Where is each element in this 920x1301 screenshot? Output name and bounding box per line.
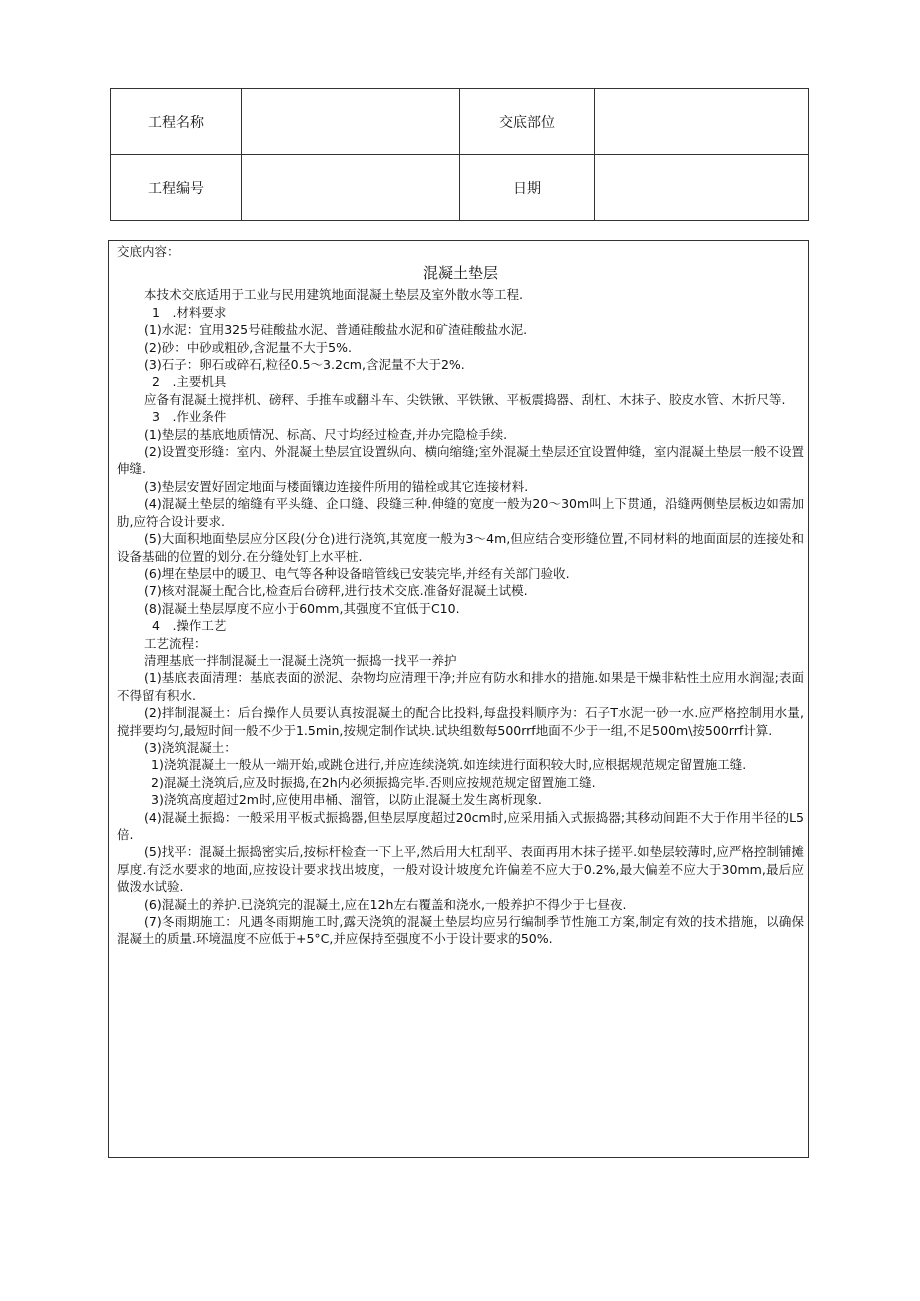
handover-part-value[interactable] [595, 89, 809, 155]
content-body [117, 286, 804, 947]
paragraph: (5)找平：混凝土振捣密实后,按标杆检查一下上平,然后用大杠刮平、表面再用木抹子搓平.如垫层较薄时,应严格控制铺摊厚度.有泛水要求的地面,应按设计要求找出坡度，一般对设计坡度允许偏差不应大于0.2%,最大偏差不应大于30mm,最后应做泼水试验. [117, 844, 804, 895]
section-heading: 2 .主要机具 [152, 374, 227, 390]
paragraph: (8)混凝土垫层厚度不应小于60mm,其强度不宜低于C10. [144, 600, 460, 616]
handover-part-label: 交底部位 [460, 89, 595, 155]
paragraph: (2)砂：中砂或粗砂,含泥量不大于5%. [144, 339, 352, 355]
paragraph: 本技术交底适用于工业与民用建筑地面混凝土垫层及室外散水等工程. [144, 287, 523, 303]
project-info-table [110, 88, 809, 221]
handover-content-box [108, 240, 809, 1158]
paragraph: (2)拌制混凝土：后台操作人员要认真按混凝土的配合比投料,每盘投料顺序为：石子T水泥一砂一水.应严格控制用水量,搅拌要均匀,最短时间一般不少于1.5min,按规定制作试块.试块组数每500rrf地面不少于一组,不足500m\按500rrf计算. [117, 705, 804, 738]
paragraph: (7)核对混凝土配合比,检查后台磅秤,进行技术交底.准备好混凝土试模. [144, 583, 528, 599]
section-heading: 4 .操作工艺 [152, 618, 227, 634]
paragraph: (2)设置变形缝：室内、外混凝土垫层宜设置纵向、横向缩缝;室外混凝土垫层还宜设置伸缝，室内混凝土垫层一般不设置伸缝. [117, 444, 804, 477]
paragraph: 工艺流程： [144, 635, 207, 651]
paragraph: (5)大面积地面垫层应分区段(分仓)进行浇筑,其宽度一般为3〜4m,但应结合变形缝位置,不同材料的地面面层的连接处和设备基础的位置的划分.在分缝处钉上水平桩. [117, 531, 804, 564]
paragraph: (1)水泥：宜用325号硅酸盐水泥、普通硅酸盐水泥和矿渣硅酸盐水泥. [144, 322, 528, 338]
paragraph: 2)混凝土浇筑后,应及时振捣,在2h内必须振捣完毕.否则应按规范规定留置施工缝. [151, 774, 596, 790]
paragraph: 1)浇筑混凝土一般从一端开始,或跳仓进行,并应连续浇筑.如连续进行面积较大时,应根据规范规定留置施工缝. [151, 757, 747, 773]
project-name-label: 工程名称 [111, 89, 242, 155]
paragraph: (3)浇筑混凝土： [144, 739, 237, 755]
project-name-value[interactable] [242, 89, 460, 155]
document-title: 混凝土垫层 [422, 264, 498, 283]
paragraph: 应备有混凝土搅拌机、磅秤、手推车或翻斗车、尖铁锹、平铁锹、平板震捣器、刮杠、木抹子、胶皮水管、木折尺等. [144, 391, 786, 407]
section-heading: 3 .作业条件 [152, 409, 227, 425]
paragraph: (4)混凝土垫层的缩缝有平头缝、企口缝、段缝三种.伸缝的宽度一般为20〜30m叫上下贯通，沿缝两侧垫层板边如需加肋,应符合设计要求. [117, 496, 804, 529]
paragraph: (6)埋在垫层中的暖卫、电气等各种设备暗管线已安装完毕,并经有关部门验收. [144, 565, 570, 581]
date-label: 日期 [460, 155, 595, 221]
paragraph: (3)石子：卵石或碎石,粒径0.5〜3.2cm,含泥量不大于2%. [144, 357, 465, 373]
date-value[interactable] [595, 155, 809, 221]
project-no-label: 工程编号 [111, 155, 242, 221]
paragraph: 清理基底一拌制混凝土一混凝土浇筑一振捣一找平一养护 [144, 652, 457, 668]
section-heading: 1 .材料要求 [152, 304, 227, 320]
project-no-value[interactable] [242, 155, 460, 221]
paragraph: (1)基底表面清理：基底表面的淤泥、杂物均应清理干净;并应有防水和排水的措施.如果是干燥非粘性土应用水润湿;表面不得留有积水. [117, 670, 804, 703]
paragraph: (6)混凝土的养护.已浇筑完的混凝土,应在12h左右覆盖和浇水,一般养护不得少于七昼夜. [144, 896, 627, 912]
paragraph: (7)冬雨期施工：凡遇冬雨期施工时,露天浇筑的混凝土垫层均应另行编制季节性施工方案,制定有效的技术措施，以确保混凝土的质量.环境温度不应低于+5°C,并应保持至强度不小于设计要求的50%. [117, 914, 804, 947]
content-header: 交底内容： [117, 244, 180, 259]
paragraph: (4)混凝土振捣：一般采用平板式振捣器,但垫层厚度超过20cm时,应采用插入式振捣器;其移动间距不大于作用半径的L5倍. [117, 809, 804, 842]
paragraph: 3)浇筑高度超过2m时,应使用串桶、溜管，以防止混凝土发生离析现象. [151, 792, 542, 808]
paragraph: (3)垫层安置好固定地面与楼面镶边连接件所用的锚栓或其它连接材料. [144, 478, 529, 494]
paragraph: (1)垫层的基底地质情况、标高、尺寸均经过检查,并办完隐检手续. [144, 426, 508, 442]
